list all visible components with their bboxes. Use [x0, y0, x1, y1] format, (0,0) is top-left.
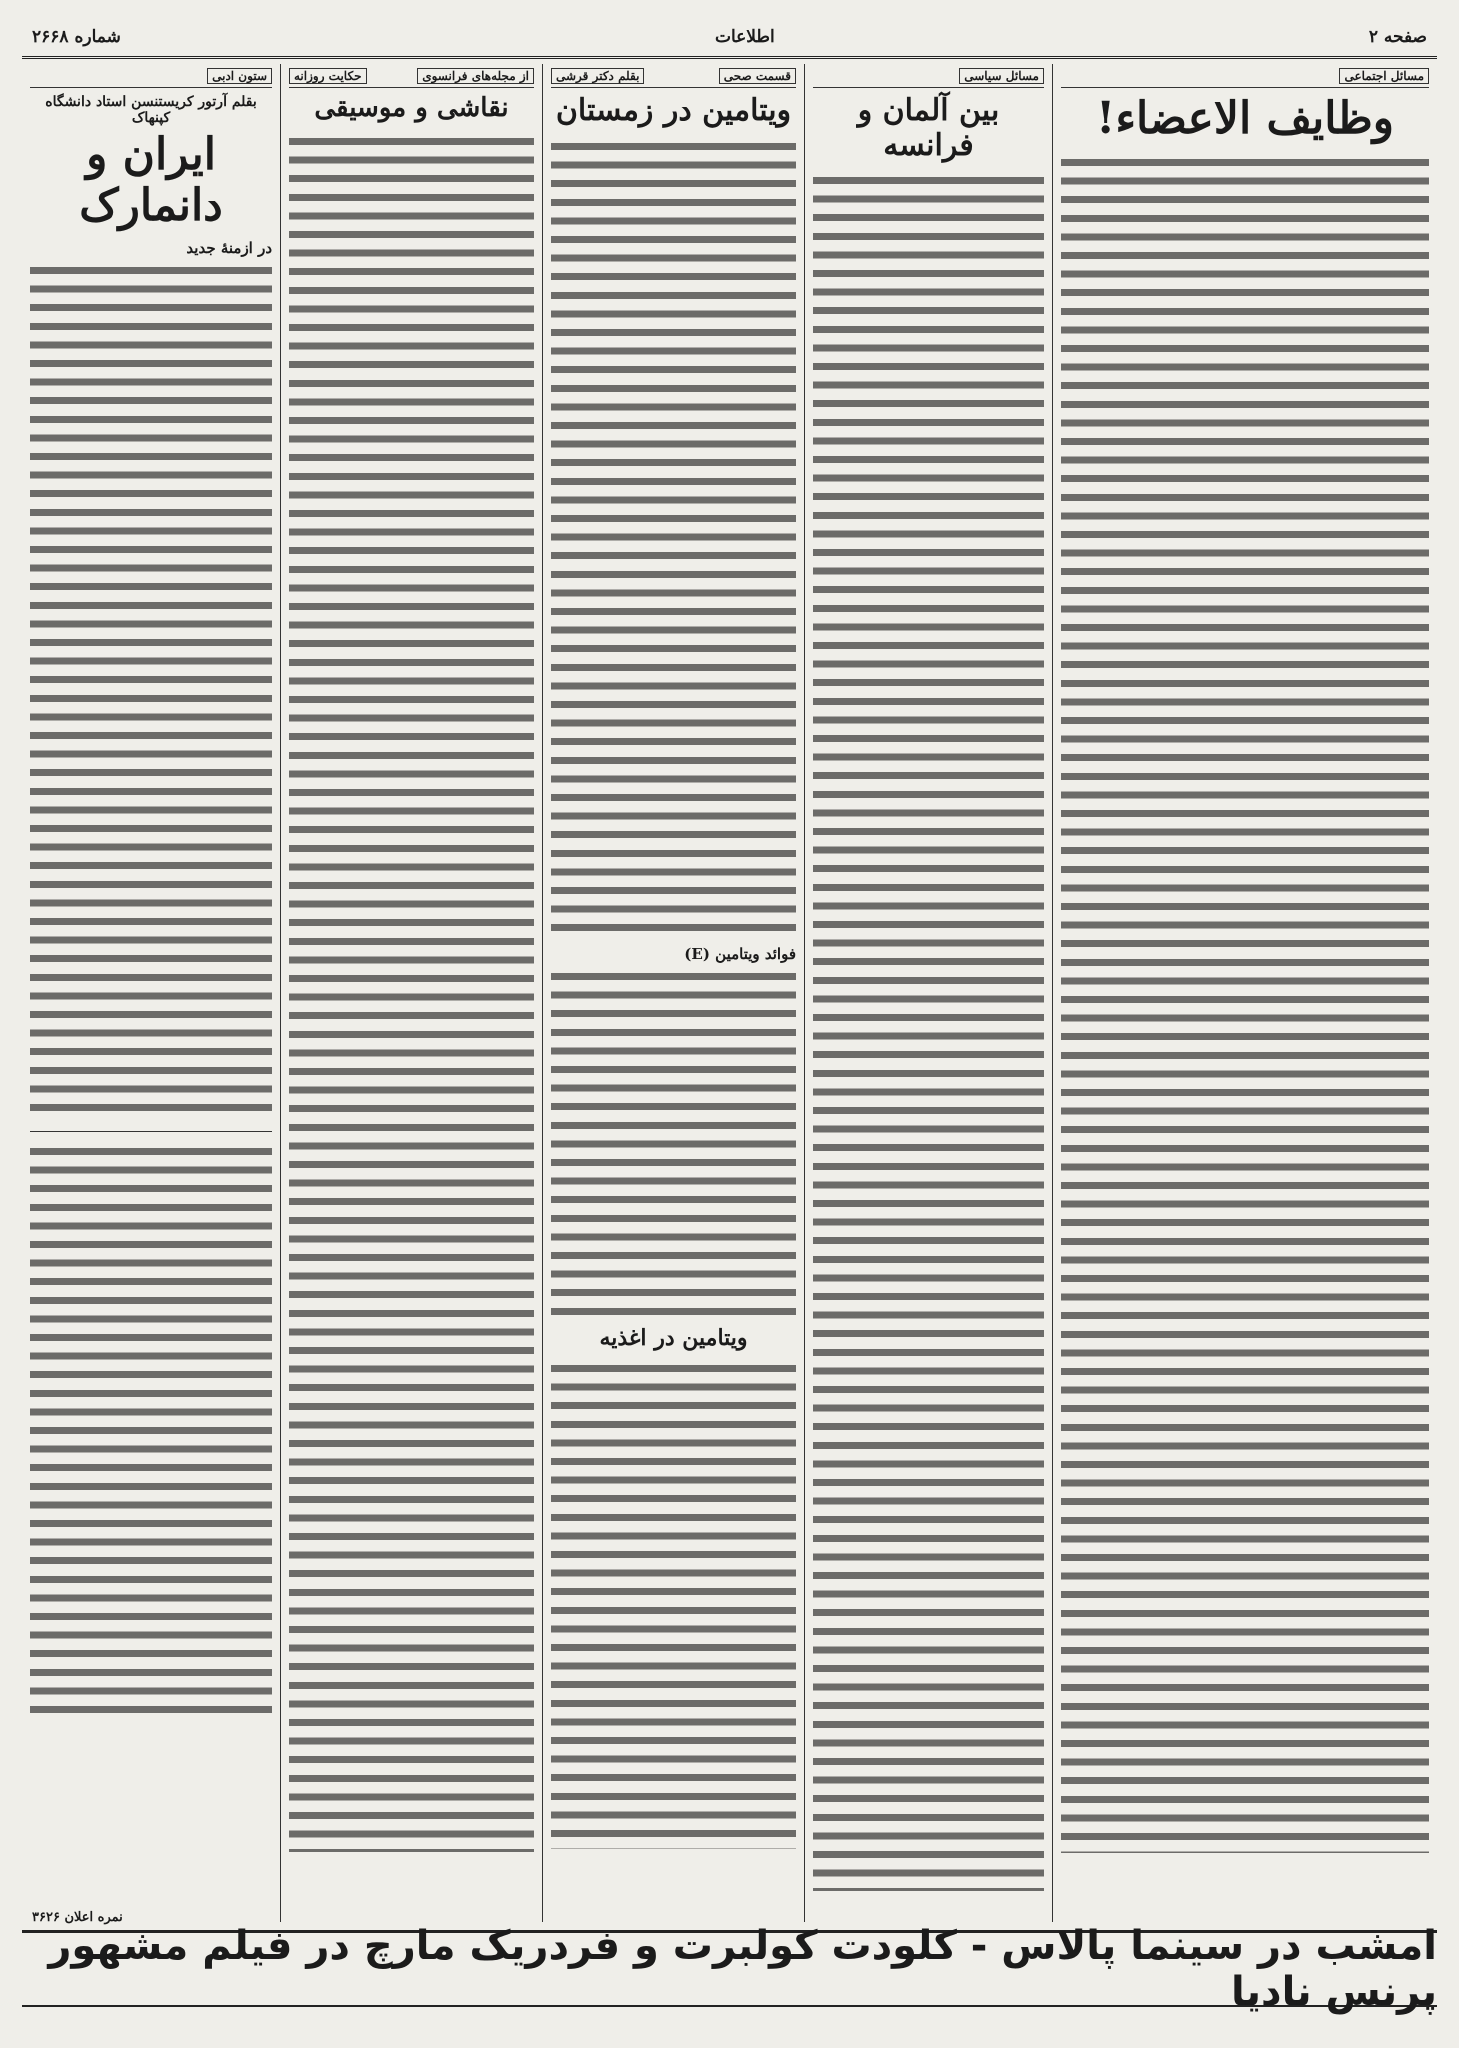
- section-label: مسائل اجتماعی: [1339, 68, 1429, 84]
- headline-social: وظایف الاعضاء!: [1096, 93, 1394, 144]
- issue-label: شماره ۲۶۶۸: [32, 27, 121, 47]
- masthead: [22, 18, 1437, 59]
- subheading-modern: در ازمنهٔ جدید: [186, 239, 272, 258]
- article-body-social: [1061, 153, 1429, 1853]
- column-art: [280, 64, 542, 1922]
- column-divider: [30, 1131, 272, 1132]
- column-social: [1052, 64, 1437, 1922]
- headline-politics: بین آلمان و فرانسه: [857, 93, 1000, 163]
- headline-art: نقاشی و موسیقی: [314, 93, 509, 123]
- section-row: [813, 68, 1044, 88]
- section-label: مسائل سیاسی: [959, 68, 1044, 84]
- section-row: [289, 68, 534, 88]
- column-health: [542, 64, 804, 1922]
- section-label: قسمت صحی: [719, 68, 796, 84]
- author-label: بقلم دکتر قرشی: [551, 68, 644, 84]
- section-row: [551, 68, 796, 88]
- article-body-politics: [813, 171, 1044, 1891]
- article-body-art: [289, 132, 534, 1852]
- section-label: ستون ادبی: [207, 68, 272, 84]
- ad-number: نمره اعلان ۳۶۲۶: [32, 1910, 123, 1925]
- article-body-literary-1: [30, 261, 272, 1121]
- paper-name: اطلاعات: [714, 27, 775, 47]
- cinema-banner: امشب در سینما پالاس - کلودت کولبرت و فردریک مارچ در فیلم مشهور پرنس نادیا: [22, 1930, 1437, 2007]
- columns: [22, 64, 1437, 1922]
- headline-literary: ایران و دانمارک: [79, 129, 223, 231]
- article-body-health-3: [551, 1359, 796, 1849]
- section-row: [1061, 68, 1429, 88]
- page-label: صفحه ۲: [1368, 27, 1427, 47]
- article-body-literary-2: [30, 1142, 272, 1722]
- section-row: [30, 68, 272, 88]
- section-label: حکایت روزانه: [289, 68, 367, 84]
- subheading-food: ویتامین در اغذیه: [599, 1324, 748, 1351]
- article-body-health-1: [551, 137, 796, 937]
- section-label: از مجله‌های فرانسوی: [417, 68, 534, 84]
- column-politics: [804, 64, 1052, 1922]
- column-literary: [22, 64, 280, 1922]
- article-body-health-2: [551, 967, 796, 1317]
- newspaper-page: [22, 18, 1437, 2030]
- headline-health: ویتامین در زمستان: [555, 93, 792, 128]
- subheading-vitamin-e: فوائد ویتامین (E): [684, 944, 796, 963]
- author-byline: بقلم آرتور کریستنسن استاد دانشگاه کپنهاک: [45, 94, 257, 126]
